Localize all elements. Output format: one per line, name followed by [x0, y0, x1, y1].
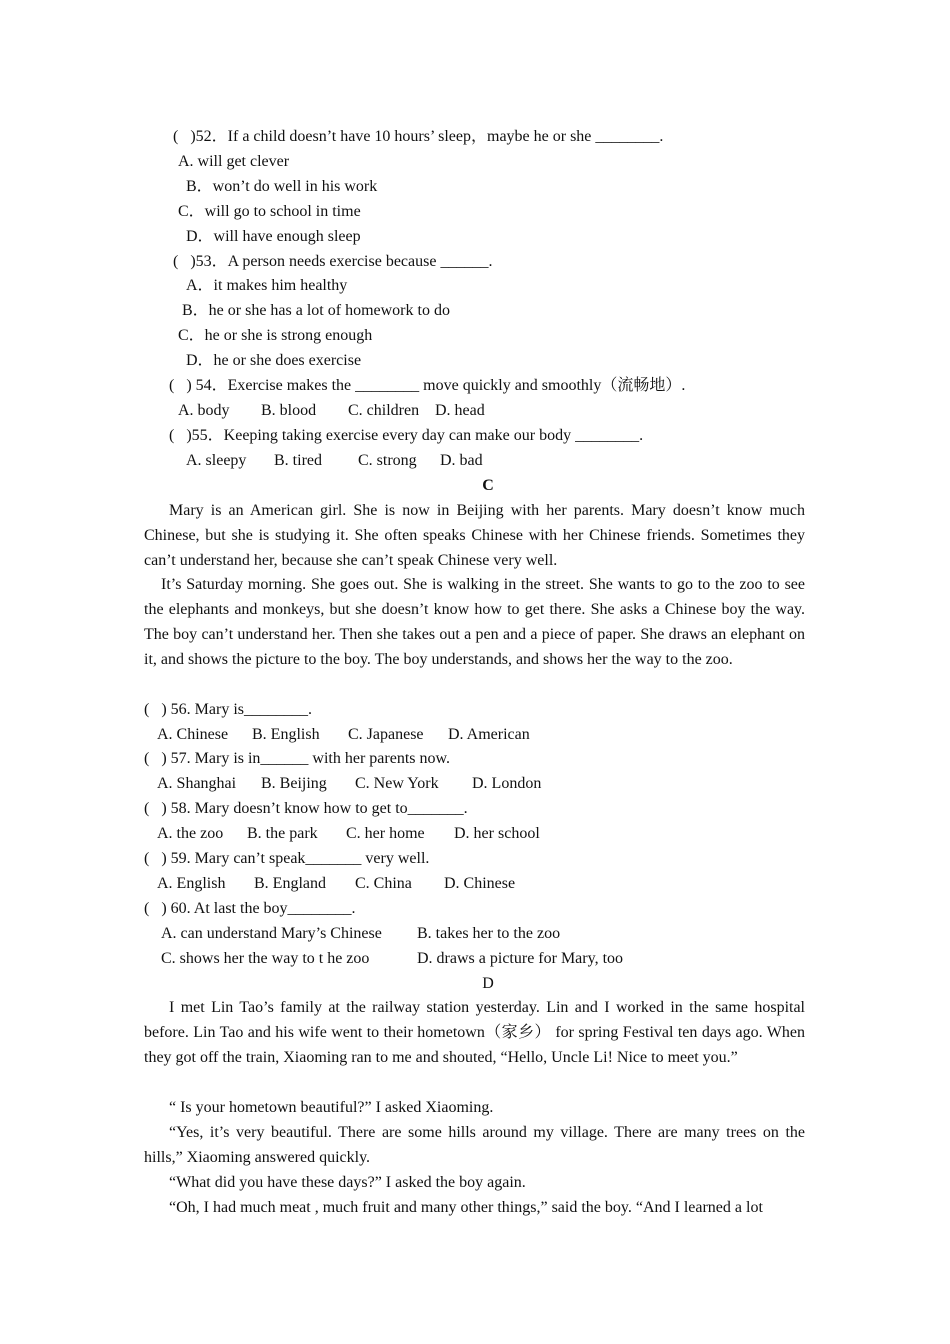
- section-d-heading: D: [482, 975, 494, 992]
- question-57-option-c: C. New York: [355, 775, 439, 792]
- question-54-option-c: C. children: [348, 402, 420, 419]
- question-53-option-c: C．he or she is strong enough: [178, 327, 373, 344]
- question-55-option-b: B. tired: [274, 452, 322, 469]
- question-58-option-a: A. the zoo: [157, 825, 224, 842]
- section-d-paragraph-3: “Yes, it’s very beautiful. There are some hills around my village. There are many trees on the hills,” Xiaoming answered quickly.: [144, 1124, 805, 1166]
- question-56-option-b: B. English: [252, 726, 320, 743]
- question-57-option-d: D. London: [472, 775, 542, 792]
- question-55-option-d: D. bad: [440, 452, 483, 469]
- section-d-paragraph-1: I met Lin Tao’s family at the railway station yesterday. Lin and I worked in the same hospital before. Lin Tao and his wife went to their hometown（家乡） for spring Festival ten days ago. When they got off the train, Xiaoming ran to me and shouted, “Hello, Uncle Li! Nice to meet you.”: [144, 999, 805, 1066]
- section-c-paragraph-2: It’s Saturday morning. She goes out. She is walking in the street. She wants to go to the zoo to see the elephants and monkeys, but she doesn’t know how to get there. She asks a Chinese boy the way. The boy can’t understand her. Then she takes out a pen and a piece of paper. She draws an elephant on it, and shows the picture to the boy. The boy understands, and shows her the way to the zoo.: [144, 576, 805, 668]
- question-52-stem: ( )52．If a child doesn’t have 10 hours’ sleep，maybe he or she ________.: [173, 128, 664, 145]
- question-57-stem: ( ) 57. Mary is in______ with her parents now.: [144, 750, 451, 767]
- question-53-option-d: D．he or she does exercise: [186, 352, 362, 369]
- question-52-option-d: D．will have enough sleep: [186, 228, 361, 245]
- question-53-stem: ( )53．A person needs exercise because ______.: [173, 253, 493, 270]
- question-59-option-a: A. English: [157, 875, 226, 892]
- question-59-option-c: C. China: [355, 875, 412, 892]
- section-d-paragraph-2: “ Is your hometown beautiful?” I asked Xiaoming.: [169, 1099, 494, 1116]
- section-d-paragraph-5: “Oh, I had much meat , much fruit and many other things,” said the boy. “And I learned a lot: [169, 1199, 763, 1216]
- question-54-option-d: D. head: [435, 402, 485, 419]
- question-55-option-a: A. sleepy: [186, 452, 247, 469]
- question-57-option-a: A. Shanghai: [157, 775, 237, 792]
- question-56-option-a: A. Chinese: [157, 726, 229, 743]
- question-56-stem: ( ) 56. Mary is________.: [144, 701, 312, 718]
- question-54-stem: ( ) 54．Exercise makes the ________ move quickly and smoothly（流畅地）.: [169, 377, 686, 394]
- question-60-stem: ( ) 60. At last the boy________.: [144, 900, 356, 917]
- section-c-heading: C: [482, 477, 494, 494]
- question-60-option-c: C. shows her the way to t he zoo: [161, 950, 370, 967]
- question-59-option-b: B. England: [254, 875, 326, 892]
- question-56-option-d: D. American: [448, 726, 530, 743]
- section-c-paragraph-1: Mary is an American girl. She is now in Beijing with her parents. Mary doesn’t know much Chinese, but she is studying it. She often speaks Chinese with her Chinese friends. Sometimes they can’t understand her, because she can’t speak Chinese very well.: [144, 502, 805, 569]
- question-53-option-a: A．it makes him healthy: [186, 277, 348, 294]
- question-52-option-a: A. will get clever: [178, 153, 290, 170]
- question-59-stem: ( ) 59. Mary can’t speak_______ very well.: [144, 850, 430, 867]
- question-56-option-c: C. Japanese: [348, 726, 424, 743]
- question-52-option-c: C．will go to school in time: [178, 203, 361, 220]
- question-60-option-a: A. can understand Mary’s Chinese: [161, 925, 382, 942]
- question-58-stem: ( ) 58. Mary doesn’t know how to get to_______.: [144, 800, 468, 817]
- section-d-paragraph-4: “What did you have these days?” I asked the boy again.: [169, 1174, 526, 1191]
- question-53-option-b: B．he or she has a lot of homework to do: [182, 302, 450, 319]
- question-58-option-b: B. the park: [247, 825, 318, 842]
- question-52-option-b: B．won’t do well in his work: [186, 178, 378, 195]
- question-60-option-d: D. draws a picture for Mary, too: [417, 950, 624, 967]
- question-54-option-a: A. body: [178, 402, 230, 419]
- question-58-option-d: D. her school: [454, 825, 540, 842]
- question-60-option-b: B. takes her to the zoo: [417, 925, 561, 942]
- question-59-option-d: D. Chinese: [444, 875, 516, 892]
- question-55-stem: ( )55．Keeping taking exercise every day can make our body ________.: [169, 427, 644, 444]
- question-55-option-c: C. strong: [358, 452, 417, 469]
- question-58-option-c: C. her home: [346, 825, 425, 842]
- question-57-option-b: B. Beijing: [261, 775, 327, 792]
- question-54-option-b: B. blood: [261, 402, 317, 419]
